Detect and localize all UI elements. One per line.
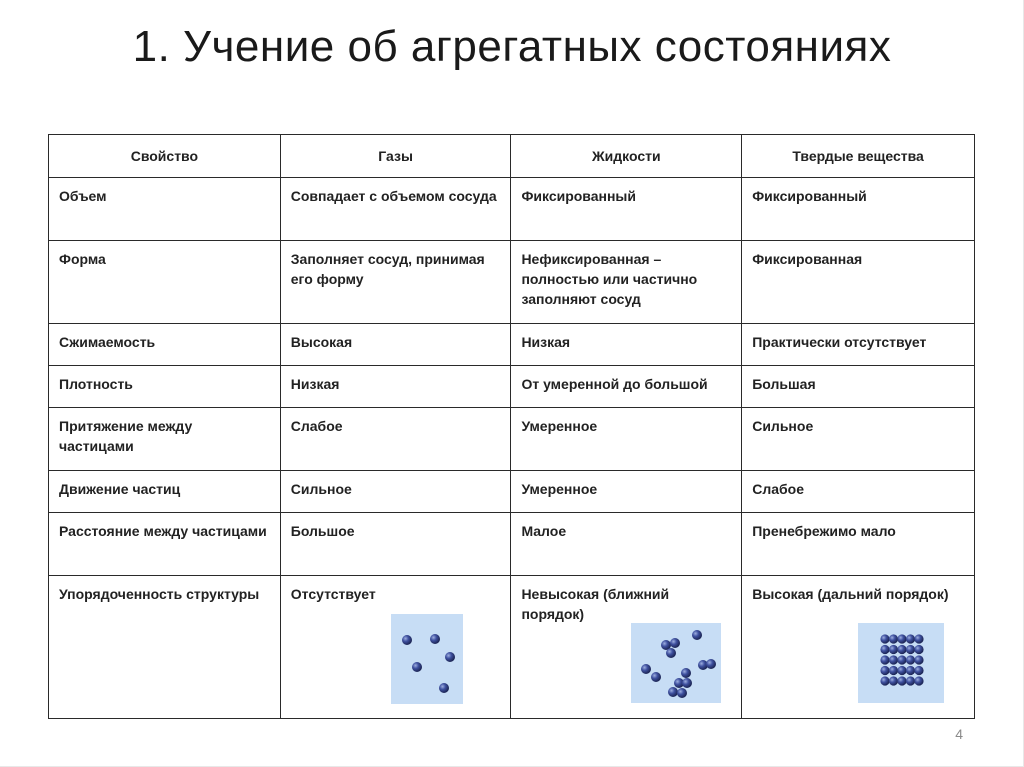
table-row-compressibility	[49, 324, 975, 366]
lattice-sphere	[906, 634, 915, 643]
table-cell: Притяжение между частицами	[49, 408, 281, 471]
table-cell: Большое	[280, 513, 511, 576]
lattice-sphere	[889, 666, 898, 675]
lattice-sphere	[915, 666, 924, 675]
table-cell: Фиксированный	[511, 178, 742, 241]
table-row-motion	[49, 471, 975, 513]
table-cell: Объем	[49, 178, 281, 241]
table-cell: Фиксированный	[742, 178, 975, 241]
cell-text: Высокая (дальний порядок)	[752, 586, 949, 602]
cell-text: Невысокая (ближний порядок)	[521, 586, 670, 622]
table-cell: Низкая	[280, 366, 511, 408]
table-header-row	[49, 135, 975, 178]
lattice-sphere	[889, 634, 898, 643]
table-cell: Сильное	[280, 471, 511, 513]
header-solids: Твердые вещества	[742, 135, 975, 178]
lattice-sphere	[915, 645, 924, 654]
table-cell-liquid-order	[511, 576, 742, 719]
header-property: Свойство	[49, 135, 281, 178]
lattice-sphere	[898, 666, 907, 675]
table-row-attraction	[49, 408, 975, 471]
header-gases: Газы	[280, 135, 511, 178]
lattice-sphere	[881, 666, 890, 675]
states-of-matter-table	[48, 134, 975, 719]
table-cell: Совпадает с объемом сосуда	[280, 178, 511, 241]
page-number: 4	[955, 726, 963, 742]
solid-lattice-image	[858, 623, 944, 703]
table-cell: Расстояние между частицами	[49, 513, 281, 576]
table-cell: Большая	[742, 366, 975, 408]
table-cell: Движение частиц	[49, 471, 281, 513]
table-cell: Фиксированная	[742, 241, 975, 324]
table-cell-gas-order	[280, 576, 511, 719]
lattice-sphere	[915, 634, 924, 643]
lattice-sphere	[906, 655, 915, 664]
table-cell: Пренебрежимо мало	[742, 513, 975, 576]
table-cell: Слабое	[742, 471, 975, 513]
table-cell: Умеренное	[511, 471, 742, 513]
lattice-sphere	[881, 634, 890, 643]
table-cell: Умеренное	[511, 408, 742, 471]
table-cell-solid-order	[742, 576, 975, 719]
table-row-order	[49, 576, 975, 719]
table-row-density	[49, 366, 975, 408]
table-cell: Сильное	[742, 408, 975, 471]
lattice-sphere	[881, 645, 890, 654]
cell-text: Отсутствует	[290, 586, 376, 602]
table-cell: Плотность	[49, 366, 281, 408]
table-cell: Слабое	[280, 408, 511, 471]
lattice-sphere	[898, 645, 907, 654]
liquid-molecules-image	[631, 623, 721, 703]
table-cell: Нефиксированная – полностью или частично заполняют сосуд	[511, 241, 742, 324]
table-cell: Высокая	[280, 324, 511, 366]
slide-title: 1. Учение об агрегатных состояниях	[132, 22, 892, 71]
lattice-sphere	[915, 676, 924, 685]
lattice-sphere	[889, 645, 898, 654]
gas-molecules-image	[391, 614, 463, 704]
lattice-sphere	[906, 645, 915, 654]
header-liquids: Жидкости	[511, 135, 742, 178]
table-cell: Форма	[49, 241, 281, 324]
table-cell: Низкая	[511, 324, 742, 366]
lattice-sphere	[898, 655, 907, 664]
table-cell: Малое	[511, 513, 742, 576]
lattice-sphere	[906, 676, 915, 685]
table-row-distance	[49, 513, 975, 576]
lattice-sphere	[906, 666, 915, 675]
table-cell: Упорядоченность структуры	[49, 576, 281, 719]
lattice-sphere	[915, 655, 924, 664]
lattice-sphere	[881, 655, 890, 664]
table-cell: Сжимаемость	[49, 324, 281, 366]
lattice-sphere	[889, 676, 898, 685]
table-cell: Практически отсутствует	[742, 324, 975, 366]
lattice-sphere	[898, 676, 907, 685]
table-row-shape	[49, 241, 975, 324]
table-row-volume	[49, 178, 975, 241]
table-cell: От умеренной до большой	[511, 366, 742, 408]
lattice-sphere	[881, 676, 890, 685]
table-cell: Заполняет сосуд, принимая его форму	[280, 241, 511, 324]
lattice-sphere	[889, 655, 898, 664]
lattice-sphere	[898, 634, 907, 643]
